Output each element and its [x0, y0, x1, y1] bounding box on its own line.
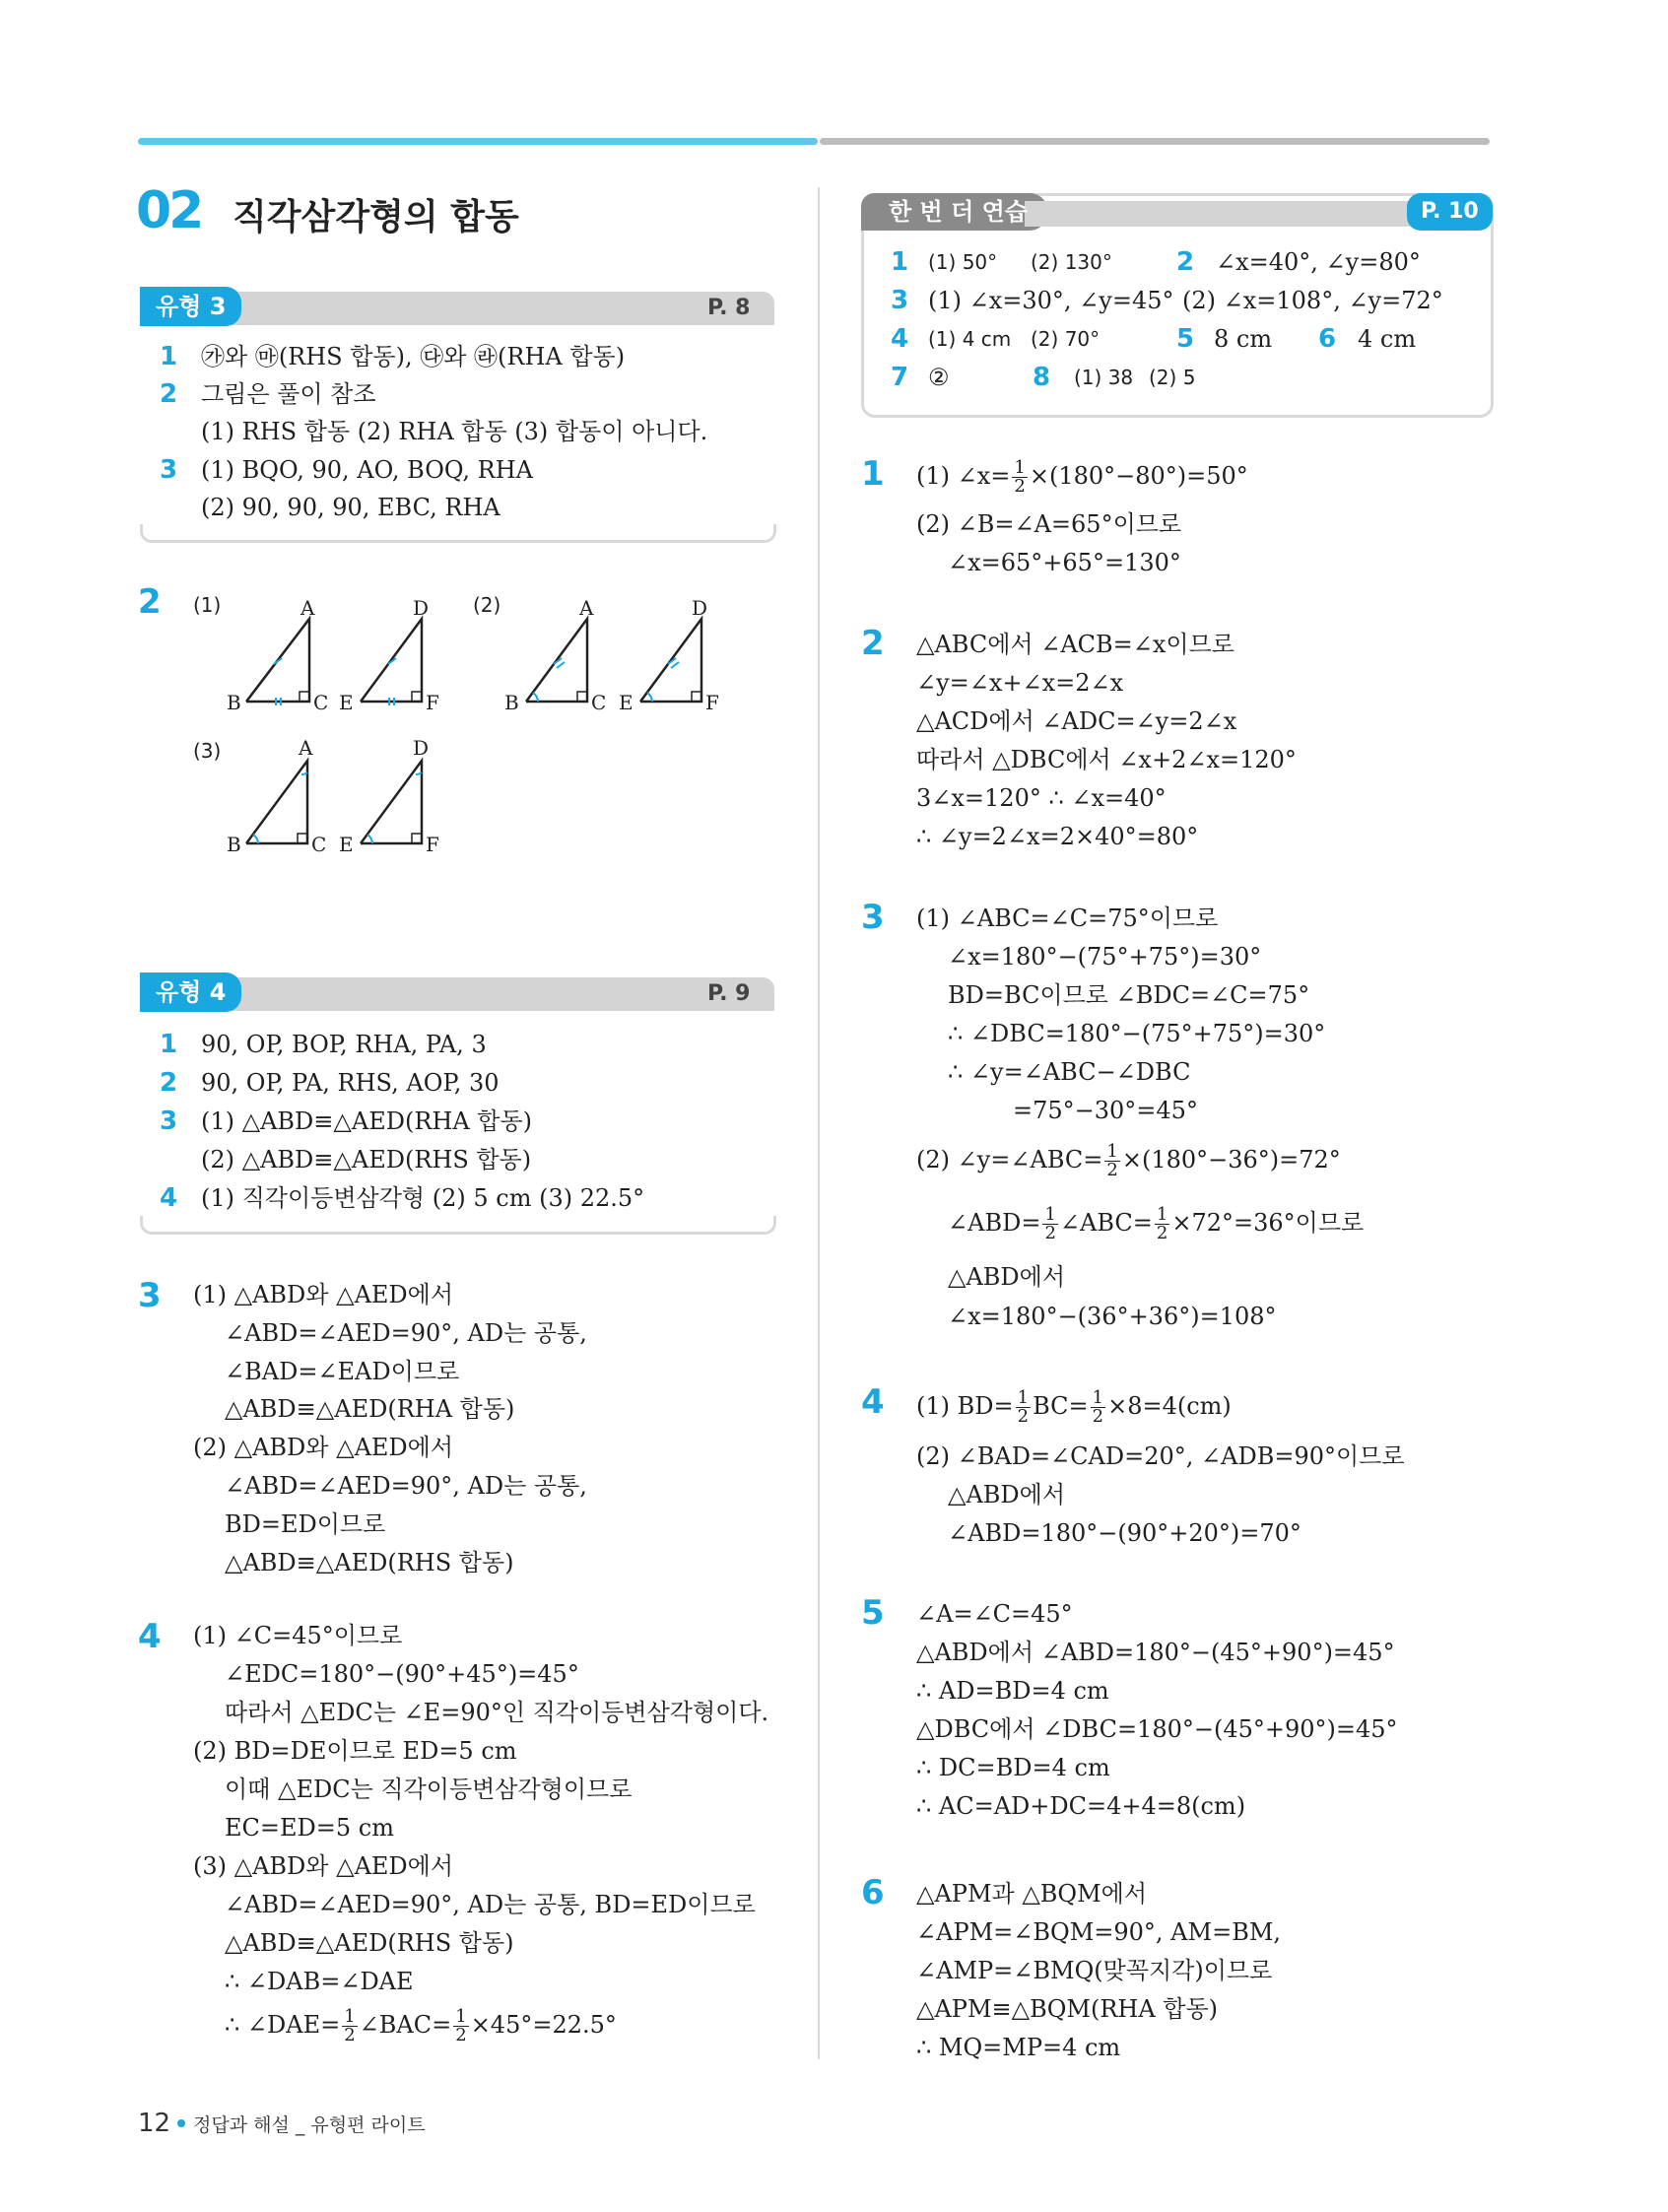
fig-number: 2: [138, 582, 162, 622]
label-b3: B: [227, 833, 241, 856]
label-b1: B: [227, 691, 241, 714]
tri-2-abc: [526, 619, 587, 702]
label-f3: F: [426, 833, 439, 856]
label-c2: C: [591, 691, 607, 714]
type4-badge: 유형 4: [140, 972, 241, 1012]
footer-page-number: 12: [138, 2109, 171, 2138]
label-b2: B: [504, 691, 519, 714]
label-e3: E: [339, 833, 354, 856]
tri-3-def: [361, 761, 422, 843]
label-d2: D: [692, 596, 708, 620]
footer-dot: [177, 2119, 185, 2127]
practice-gray-bar: [1025, 201, 1419, 227]
right5-number: 5: [861, 1593, 885, 1633]
practice-page: P. 10: [1407, 193, 1493, 231]
tri-2-def: [640, 619, 701, 702]
footer-text: 정답과 해설 _ 유형편 라이트: [193, 2114, 426, 2136]
type4-box-bottom: [140, 1216, 776, 1235]
label-c1: C: [313, 691, 329, 714]
label-a3: A: [299, 736, 313, 760]
label-f1: F: [426, 691, 439, 714]
type3-page: P. 8: [707, 296, 751, 320]
type4-page: P. 9: [707, 981, 751, 1006]
tri-1-def: [361, 619, 422, 702]
label-a1: A: [300, 596, 315, 620]
type3-badge: 유형 3: [140, 287, 241, 326]
label-d1: D: [413, 596, 430, 620]
right1-number: 1: [861, 454, 885, 494]
label-c3: C: [311, 833, 327, 856]
right3-number: 3: [861, 898, 885, 937]
tri-3-abc: [246, 761, 307, 843]
left4-number: 4: [138, 1617, 162, 1656]
right6-number: 6: [861, 1873, 885, 1912]
label-f2: F: [705, 691, 719, 714]
label-e2: E: [619, 691, 634, 714]
label-e1: E: [339, 691, 354, 714]
section-number: 02: [136, 181, 202, 240]
right4-number: 4: [861, 1382, 885, 1422]
fig-part2: (2): [473, 593, 501, 617]
type4-bar: [227, 977, 774, 1011]
label-d3: D: [413, 736, 430, 760]
right2-number: 2: [861, 624, 885, 663]
left3-number: 3: [138, 1276, 162, 1315]
fig-part3: (3): [193, 739, 222, 763]
label-a2: A: [579, 596, 594, 620]
section-title: 직각삼각형의 합동: [233, 197, 519, 237]
fig-part1: (1): [193, 593, 222, 617]
practice-title: 한 번 더 연습: [889, 198, 1028, 226]
